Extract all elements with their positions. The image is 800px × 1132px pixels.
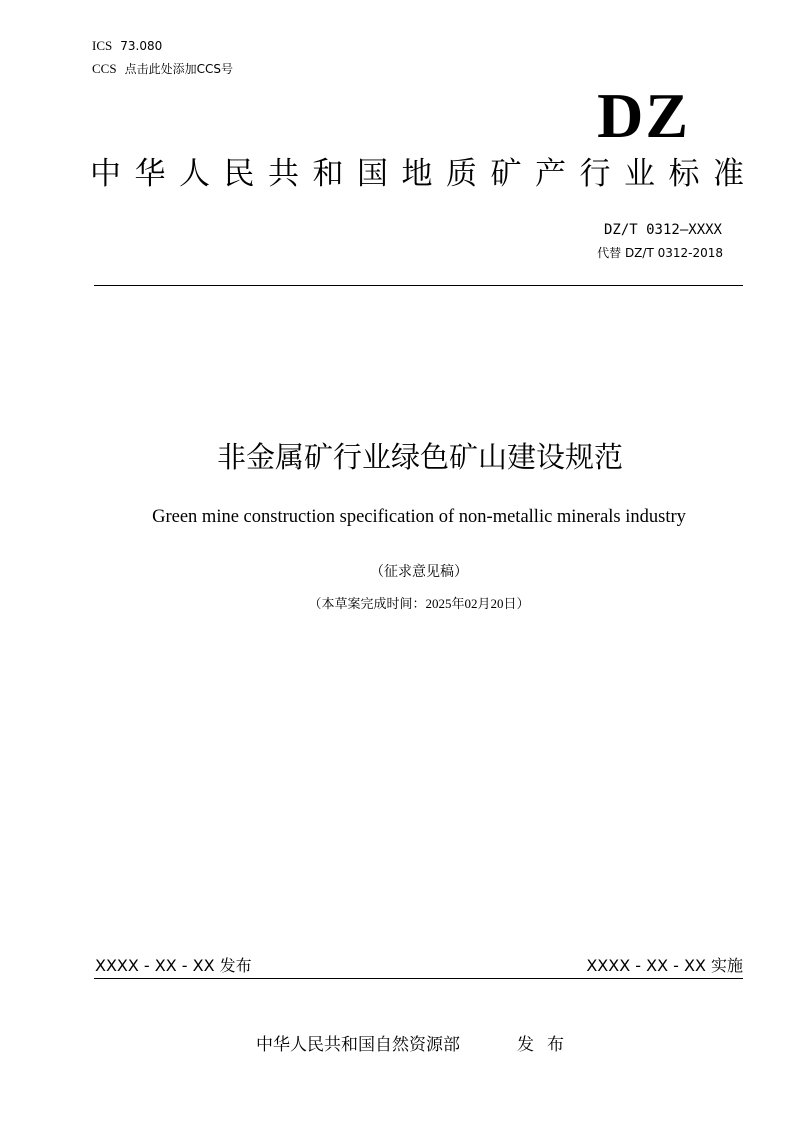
implement-date: XXXX - XX - XX 实施 [586, 956, 743, 975]
draft-stage: （征求意见稿） [370, 564, 468, 580]
document-title: 非金属矿行业绿色矿山建设规范 [216, 440, 623, 474]
ics-label: ICS [92, 38, 113, 53]
draft-date: （本草案完成时间：2025年02月20日） [308, 596, 530, 611]
document-title-english: Green mine construction specification of non-metallic minerals industry [152, 507, 686, 527]
standard-category: 中华人民共和国地质矿产行业标准 [90, 156, 758, 192]
ccs-label: CCS [92, 61, 117, 76]
publish-date: XXXX - XX - XX 发布 [95, 956, 252, 975]
issue-word: 发布 [517, 1035, 577, 1055]
issuing-authority: 中华人民共和国自然资源部 [256, 1035, 460, 1055]
ics-line [92, 38, 162, 54]
ccs-value[interactable]: 点击此处添加CCS号 [124, 62, 233, 76]
replaces-standard: 代替 DZ/T 0312-2018 [597, 246, 723, 260]
dz-logo: DZ [597, 80, 690, 151]
header-divider [94, 285, 743, 286]
ccs-line [92, 60, 233, 77]
standard-code: DZ/T 0312—XXXX [603, 222, 722, 238]
footer-divider [94, 978, 743, 979]
ics-value: 73.080 [120, 39, 163, 53]
